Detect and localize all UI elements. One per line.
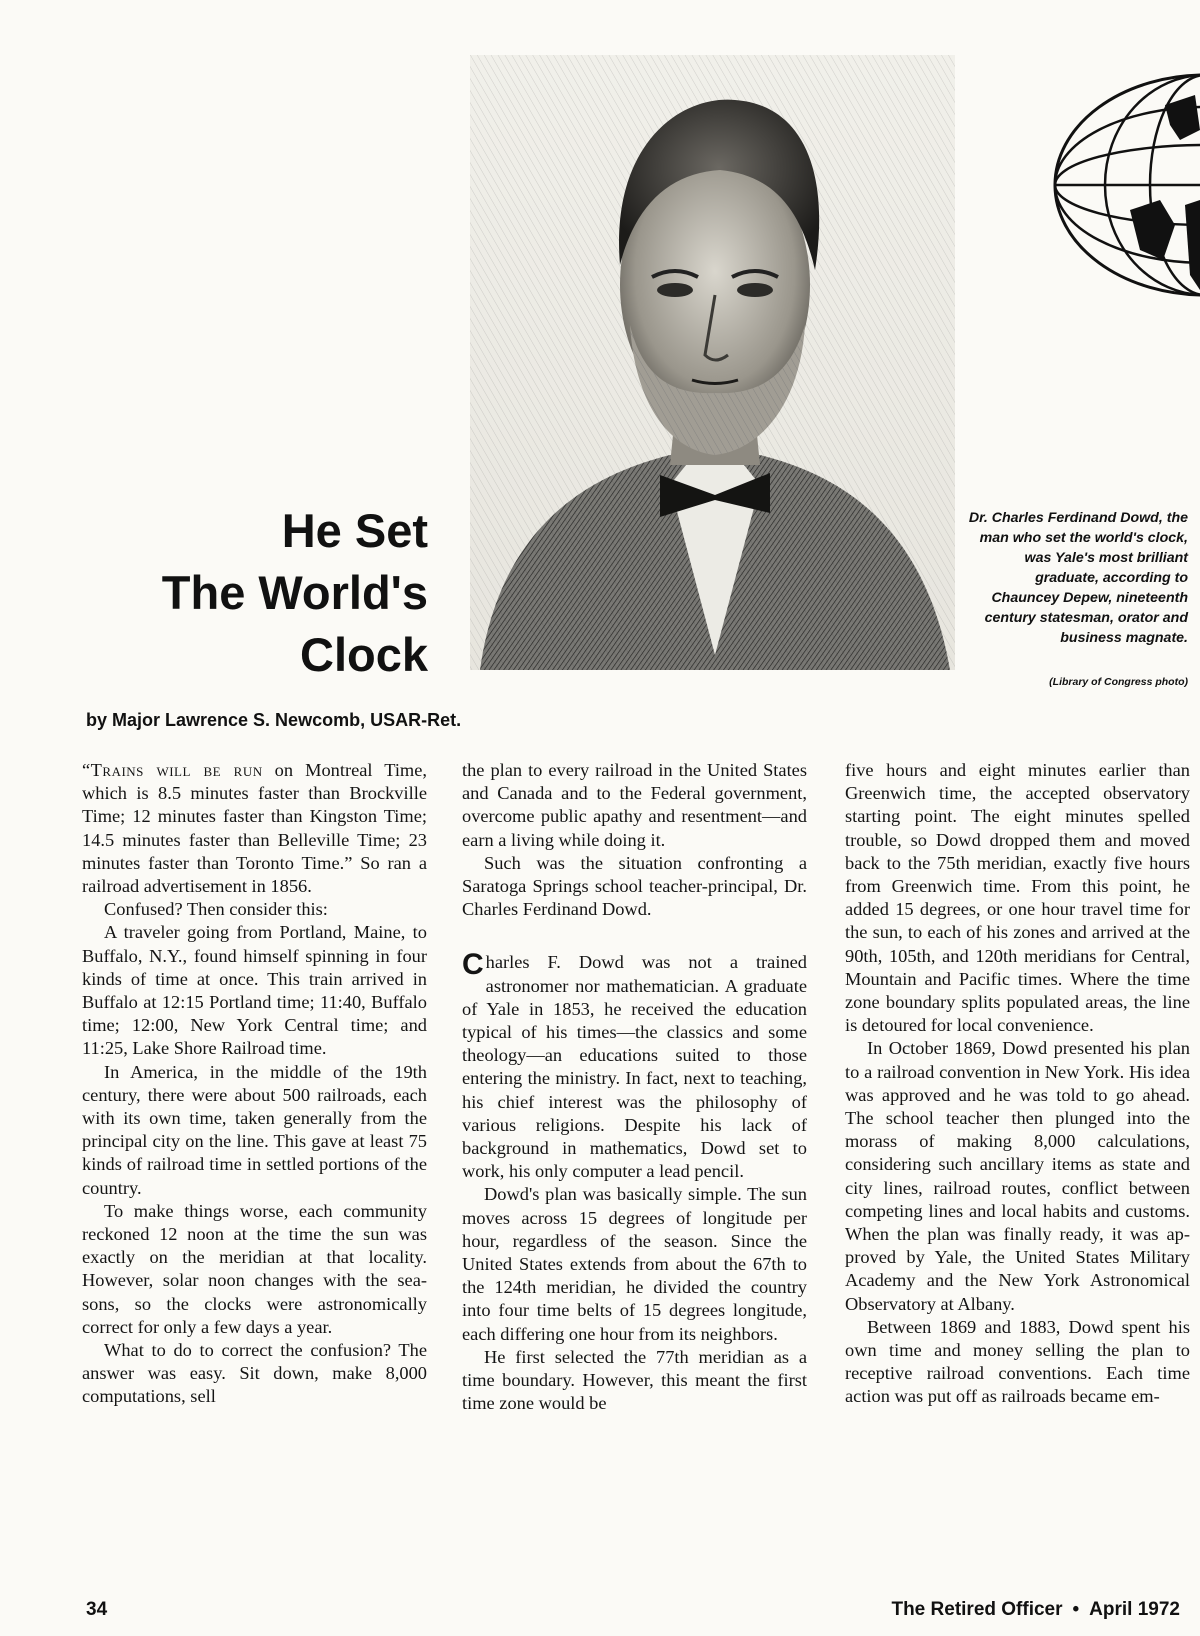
title-line-1: He Set — [281, 504, 428, 557]
photo-caption: Dr. Charles Ferdinand Dowd, the man who set the world's clock, was Yale's most brilliant graduate, according to Chauncey Depew, nineteenth century statesman, orator and business magnate. — [968, 510, 1188, 646]
paragraph: the plan to every railroad in the United States and Canada and to the Federal government, overcome public apathy and resentment—and earn a living while doing it. — [462, 760, 807, 850]
paragraph: He first selected the 77th meridian as a time boundary. However, this meant the first time zone would be — [462, 1346, 807, 1414]
issue-date: April 1972 — [1089, 1599, 1180, 1620]
paragraph: In October 1869, Dowd presented his plan to a railroad convention in New York. His idea was approved and he was told to go ahead. The school teacher then plunged into the morass of making 8,000 calculations, considering such ancillary items as state and city lines, railroad routes, conflict between competing lines and local habits and customs. When the plan was finally ready, it was approved by Yale, the United States Military Academy and the New York Astronomical Observatory at Albany. — [845, 1038, 1190, 1314]
publication-footer — [891, 1599, 1180, 1621]
paragraph: Confused? Then consider this: — [104, 899, 328, 920]
paragraph: In America, in the middle of the 19th century, there were about 500 railroads, each with its own time, taken generally from the principal city on the line. This gave at least 75 kinds of railroad time in settled portions of the country. — [82, 1061, 427, 1198]
paragraph: To make things worse, each community reckoned 12 noon at the time the sun was exactly on the meridian at that locality. However, solar noon changes with the seasons, so the clocks were astronomically correct for only a few days a year. — [82, 1200, 427, 1337]
paragraph: Between 1869 and 1883, Dowd spent his own time and money selling the plan to receptive railroad conventions. Each time action was put off as railroads became em- — [845, 1316, 1190, 1407]
paragraph: Charles F. Dowd was not a trained astronomer nor mathematician. A graduate of Yale in 1853, he received the education typical of his times—the classics and some theology—an educations suited to those entering the ministry. In fact, next to teaching, his chief interest was the philosophy of various religions. Despite his lack of background in mathematics, Dowd set to work, his only computer a lead pencil. — [462, 948, 807, 1182]
portrait-engraving — [470, 55, 955, 670]
title-line-2: The World's — [161, 566, 428, 619]
article-column-3 — [845, 759, 1190, 1409]
paragraph: What to do to correct the confusion? The answer was easy. Sit down, make 8,000 computations, sell — [82, 1340, 427, 1407]
globe-graphic — [1045, 60, 1200, 310]
paragraph: “Trains will be run on Montreal Time, which is 8.5 minutes faster than Brockville Time; 12 minutes faster than Kingston Time; 14.5 minutes faster than Belleville Time; 23 minutes faster than Toronto Time.” So ran a railroad advertisement in 1856. — [82, 760, 427, 897]
article-title — [28, 500, 428, 686]
article-column-2 — [462, 759, 807, 1415]
paragraph: Such was the situation confronting a Saratoga Springs school teacher-principal, Dr. Charles Ferdinand Dowd. — [462, 852, 807, 920]
paragraph: A traveler going from Portland, Maine, to Buffalo, N.Y., found himself spinning in four kinds of time at once. This train arrived in Buffalo at 12:15 Portland time; 11:40, Buffalo time; 12:00, New York Central time; and 11:25, Lake Shore Railroad time. — [82, 922, 427, 1059]
bullet-separator: • — [1072, 1599, 1080, 1620]
paragraph: five hours and eight minutes earlier than Greenwich time, the accepted observatory starting point. The eight minutes spelled trouble, so Dowd dropped them and moved back to the 75th meridian, exactly five hours from Greenwich time. From this point, he added 15 degrees, or one hour travel time for the sun, to each of his zones and arrived at the 90th, 105th, and 120th meridians for Central, Mountain and Pacific times. Where the time zone boundary splits populated areas, the line is detoured for local convenience. — [845, 760, 1190, 1036]
drop-cap: C — [462, 948, 484, 982]
page-number: 34 — [86, 1599, 108, 1620]
title-line-3: Clock — [300, 628, 428, 681]
opening-smallcaps: “Trains will be run — [82, 760, 263, 780]
article-column-1 — [82, 759, 427, 1409]
paragraph: Dowd's plan was basically simple. The sun moves across 15 degrees of longitude per hour, regardless of the season. Since the United States extends from about the 67th to the 124th meridian, he divided the country into four time belts of 15 degrees longitude, each differing one hour from its neighbors. — [462, 1184, 807, 1344]
publication-name: The Retired Officer — [891, 1599, 1063, 1620]
photo-credit: (Library of Congress photo) — [1049, 676, 1188, 688]
byline: by Major Lawrence S. Newcomb, USAR-Ret. — [86, 710, 462, 730]
